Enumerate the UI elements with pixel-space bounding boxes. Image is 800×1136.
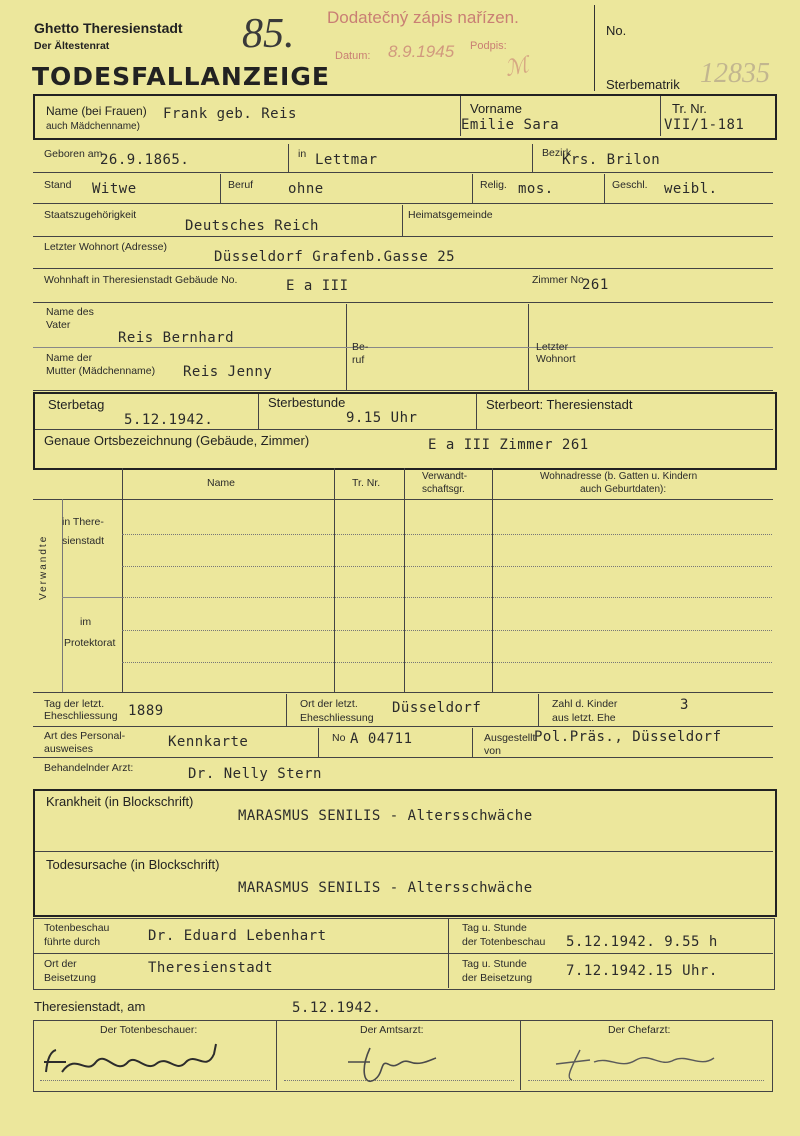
name-label: Name (bei Frauen)	[46, 104, 147, 118]
marriage-ort-label-1: Ort der letzt.	[300, 698, 358, 710]
bezirk-value: Krs. Brilon	[562, 152, 661, 168]
ortsbez-value: E a III Zimmer 261	[428, 437, 589, 453]
ausgest-label-1: Ausgestellt	[484, 732, 536, 744]
divider	[604, 174, 605, 203]
ortsbez-label: Genaue Ortsbezeichnung (Gebäude, Zimmer)	[44, 433, 310, 448]
heimat-label: Heimatsgemeinde	[408, 209, 493, 221]
relig-value: mos.	[518, 181, 554, 197]
tag-beis-value: 7.12.1942.15 Uhr.	[566, 963, 718, 979]
rule	[122, 662, 772, 663]
divider	[472, 174, 473, 203]
protektorat-label: Protektorat	[64, 637, 116, 649]
zimmer-label: Zimmer No	[532, 274, 584, 286]
divider	[532, 144, 533, 172]
art-label-2: ausweises	[44, 743, 94, 755]
wohnort-value: Düsseldorf Grafenb.Gasse 25	[214, 249, 456, 265]
letzter-label-1: Letzter	[536, 341, 569, 353]
rule	[33, 757, 773, 758]
beruf-label: Beruf	[228, 179, 254, 191]
stand-label: Stand	[44, 179, 72, 191]
place-date-value: 5.12.1942.	[292, 1000, 382, 1016]
col-addr-header-2: auch Geburtdaten):	[580, 484, 667, 495]
geschl-value: weibl.	[664, 181, 718, 197]
divider	[122, 468, 123, 692]
art-value: Kennkarte	[168, 734, 249, 750]
ausgest-label-2: von	[484, 745, 501, 757]
divider	[404, 468, 405, 692]
zimmer-value: 261	[582, 277, 609, 293]
marriage-tag-label-1: Tag der letzt.	[44, 698, 105, 710]
divider	[402, 205, 403, 236]
letzter-label-2: Wohnort	[536, 353, 576, 365]
tag-beis-label-2: der Beisetzung	[462, 972, 533, 984]
beruf2-label-2: ruf	[352, 354, 365, 366]
relig-label: Relig.	[480, 179, 507, 191]
name-value: Frank geb. Reis	[163, 106, 297, 122]
verwandte-side-label: Verwandte	[38, 534, 49, 600]
id-no-label: No	[332, 732, 346, 744]
geboren-value: 26.9.1865.	[100, 152, 190, 168]
sig3-label: Der Chefarzt:	[608, 1024, 671, 1036]
ort-beis-label-2: Beisetzung	[44, 972, 96, 984]
arzt-label: Behandelnder Arzt:	[44, 762, 134, 774]
tag-beschau-label-1: Tag u. Stunde	[462, 922, 527, 934]
kinder-label-2: aus letzt. Ehe	[552, 712, 616, 724]
beschau-label-1: Totenbeschau	[44, 922, 110, 934]
id-no-value: A 04711	[350, 731, 413, 747]
ort-beis-value: Theresienstadt	[148, 960, 274, 976]
divider	[318, 728, 319, 757]
tag-beschau-value: 5.12.1942. 9.55 h	[566, 934, 718, 950]
in-value: Lettmar	[315, 152, 378, 168]
no-label: No.	[606, 23, 627, 38]
death-box	[33, 392, 777, 470]
marriage-ort-value: Düsseldorf	[392, 700, 482, 716]
ursache-label: Todesursache (in Blockschrift)	[46, 857, 220, 872]
beruf2-label-1: Be-	[352, 341, 369, 353]
divider	[286, 694, 287, 726]
im-label: im	[80, 616, 92, 628]
org-subtitle: Der Ältestenrat	[34, 40, 110, 52]
vater-label-2: Vater	[46, 319, 71, 331]
ausgest-value: Pol.Präs., Düsseldorf	[534, 729, 722, 745]
trnr-value: VII/1-181	[664, 117, 745, 133]
col-verw-header-1: Verwandt-	[422, 471, 468, 482]
mutter-label-2: Mutter (Mädchenname)	[46, 365, 156, 377]
divider	[472, 728, 473, 757]
name-label-2: auch Mädchenname)	[46, 121, 140, 132]
sig1-label: Der Totenbeschauer:	[100, 1024, 198, 1036]
rule	[33, 236, 773, 237]
rule	[33, 692, 773, 693]
divider	[276, 1020, 277, 1090]
in-there-2: sienstadt	[62, 535, 105, 547]
geboren-label: Geboren am	[44, 148, 103, 160]
sterbematrik-value: 12835	[700, 58, 770, 89]
art-label-1: Art des Personal-	[44, 730, 126, 742]
kinder-label-1: Zahl d. Kinder	[552, 698, 618, 710]
staat-label: Staatszugehörigkeit	[44, 209, 137, 221]
stamp-datum-label: Datum:	[335, 50, 371, 62]
sterbeort-label: Sterbeort: Theresienstadt	[486, 397, 633, 412]
ort-beis-label-1: Ort der	[44, 958, 77, 970]
divider	[288, 144, 289, 172]
tag-beschau-label-2: der Totenbeschau	[462, 936, 546, 948]
rule	[33, 302, 773, 303]
divider	[476, 394, 477, 429]
stand-value: Witwe	[92, 181, 137, 197]
tag-beis-label-1: Tag u. Stunde	[462, 958, 527, 970]
divider	[492, 468, 493, 692]
vater-value: Reis Bernhard	[118, 330, 235, 346]
rule	[122, 534, 772, 535]
vorname-value: Emilie Sara	[461, 117, 560, 133]
rule	[122, 566, 772, 567]
vorname-label: Vorname	[470, 101, 523, 116]
sterbestunde-label: Sterbestunde	[268, 395, 346, 410]
rule	[122, 597, 772, 598]
beschau-value: Dr. Eduard Lebenhart	[148, 928, 327, 944]
divider	[448, 918, 449, 988]
geschl-label: Geschl.	[612, 179, 648, 191]
vater-label-1: Name des	[46, 306, 94, 318]
rule	[35, 429, 773, 430]
sterbestunde-value: 9.15 Uhr	[346, 410, 418, 426]
trnr-label: Tr. Nr.	[672, 101, 707, 116]
col-trnr-header: Tr. Nr.	[352, 477, 381, 489]
mutter-label-1: Name der	[46, 352, 93, 364]
divider	[258, 394, 259, 429]
col-verw-header-2: schaftsgr.	[422, 484, 465, 495]
mutter-value: Reis Jenny	[183, 364, 273, 380]
marriage-tag-label-2: Eheschliessung	[44, 710, 118, 722]
rule	[33, 953, 773, 954]
krankheit-value: MARASMUS SENILIS - Altersschwäche	[238, 808, 533, 824]
rule	[35, 851, 773, 852]
burial-box	[33, 918, 775, 990]
chefarzt-signature	[550, 1040, 730, 1084]
stamp-podpis-label: Podpis:	[470, 40, 507, 52]
divider	[220, 174, 221, 203]
rule	[62, 597, 122, 598]
org-name: Ghetto Theresienstadt	[34, 20, 183, 36]
sig2-label: Der Amtsarzt:	[360, 1024, 424, 1036]
rule	[33, 390, 773, 391]
in-label: in	[298, 148, 307, 160]
rule	[33, 172, 773, 173]
col-name-header: Name	[207, 477, 236, 489]
divider	[334, 468, 335, 692]
sterbematrik-label: Sterbematrik	[606, 77, 680, 92]
document-title: TODESFALLANZEIGE	[32, 62, 330, 91]
wohnhaft-label: Wohnhaft in Theresienstadt Gebäude No.	[44, 274, 238, 286]
totenbeschauer-signature	[36, 1032, 236, 1088]
rule	[33, 268, 773, 269]
rule	[33, 726, 773, 727]
rule	[33, 347, 773, 348]
sterbetag-label: Sterbetag	[48, 397, 105, 412]
staat-value: Deutsches Reich	[185, 218, 319, 234]
ursache-value: MARASMUS SENILIS - Altersschwäche	[238, 880, 533, 896]
arzt-value: Dr. Nelly Stern	[188, 766, 322, 782]
stamp-datum-value: 8.9.1945	[388, 42, 455, 61]
bezirk-label: Bezirk	[542, 147, 572, 159]
krankheit-label: Krankheit (in Blockschrift)	[46, 794, 194, 809]
marriage-ort-label-2: Eheschliessung	[300, 712, 374, 724]
col-addr-header-1: Wohnadresse (b. Gatten u. Kindern	[540, 471, 698, 482]
wohnhaft-value: E a III	[286, 278, 349, 294]
place-date-label: Theresienstadt, am	[34, 999, 146, 1014]
header-divider	[594, 5, 595, 91]
divider	[538, 694, 539, 726]
kinder-value: 3	[680, 697, 689, 713]
stamp-signature: ℳ	[502, 51, 531, 82]
beruf-value: ohne	[288, 181, 324, 197]
divider	[520, 1020, 521, 1090]
marriage-tag-value: 1889	[128, 703, 164, 719]
sterbetag-value: 5.12.1942.	[124, 412, 214, 428]
beschau-label-2: führte durch	[44, 936, 101, 948]
stamp-text: Dodatečný zápis nařízen.	[327, 8, 519, 27]
rule	[33, 499, 773, 500]
amtsarzt-signature	[340, 1040, 460, 1090]
rule	[122, 630, 772, 631]
divider	[660, 96, 661, 136]
wohnort-label: Letzter Wohnort (Adresse)	[44, 241, 167, 253]
in-there-1: in There-	[62, 516, 104, 528]
handwritten-number: 85.	[242, 11, 295, 57]
rule	[33, 203, 773, 204]
